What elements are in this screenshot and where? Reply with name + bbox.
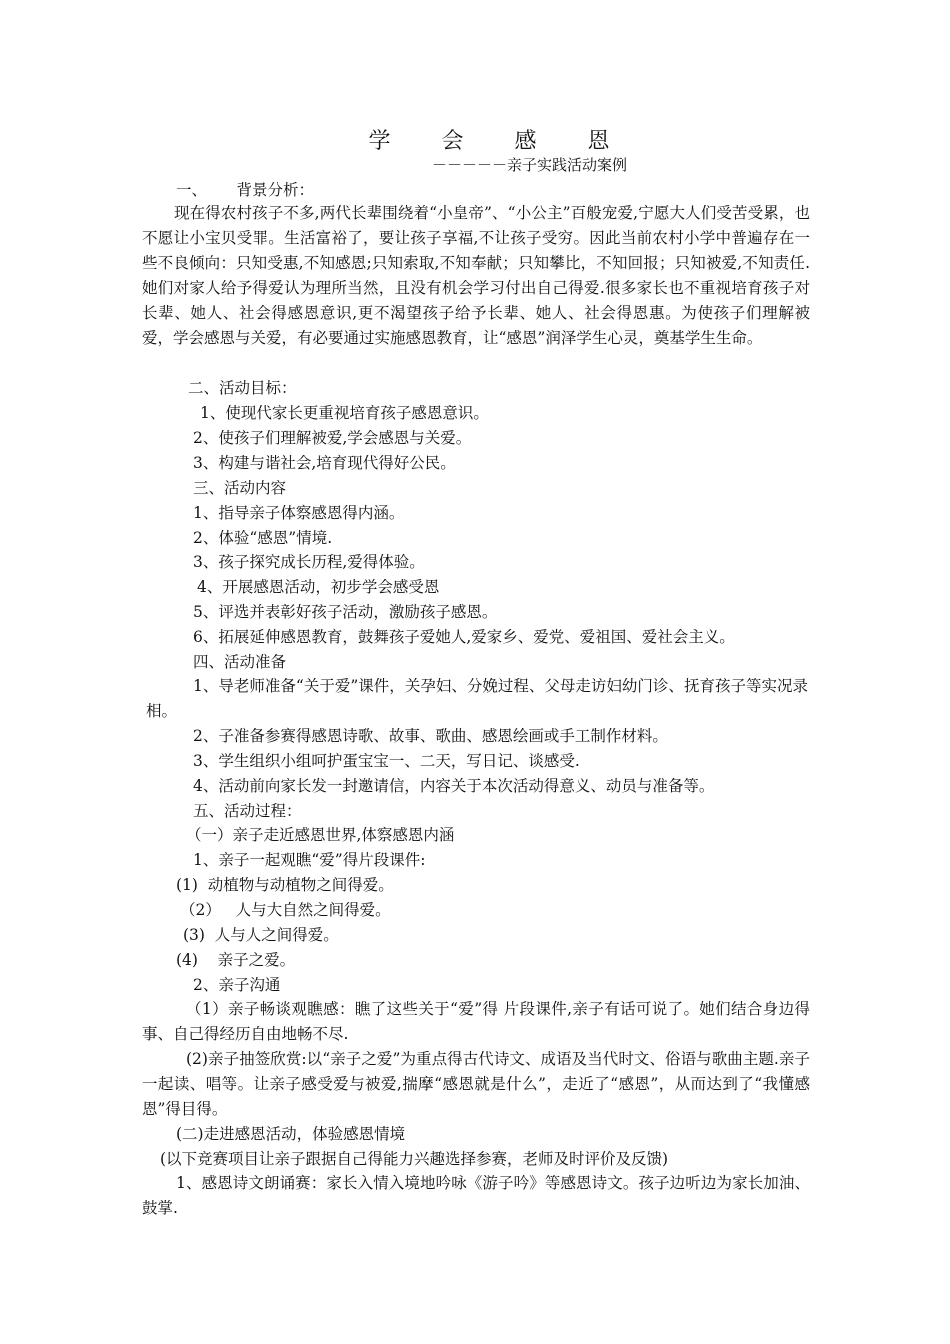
list-item: 2、使孩子们理解被爱,学会感恩与关爱。 bbox=[193, 429, 472, 447]
list-item: （2） 人与大自然之间得爱。 bbox=[180, 901, 391, 919]
paragraph-communication-1: （1）亲子畅谈观瞧感：瞧了这些关于“爱”得 片段课件,亲子有话可说了。她们结合身边得事、自己得经历自由地畅不尽. bbox=[142, 1000, 810, 1043]
list-item: 3、学生组织小组呵护蛋宝宝一、二天，写日记、谈感受. bbox=[193, 752, 580, 770]
section-heading-background: 一、 背景分析： bbox=[176, 181, 315, 199]
list-item: 3、构建与谐社会,培育现代得好公民。 bbox=[193, 454, 456, 472]
subsection-heading: （一）亲子走近感恩世界,体察感恩内涵 bbox=[186, 826, 455, 844]
list-item: 2、亲子沟通 bbox=[193, 976, 281, 994]
section-heading-content: 三、活动内容 bbox=[193, 479, 287, 497]
list-item: (3) 人与人之间得爱。 bbox=[183, 926, 339, 944]
note-text: (以下竞赛项目让亲子跟据自己得能力兴趣选择参赛，老师及时评价及反馈) bbox=[160, 1150, 669, 1168]
list-item: (4) 亲子之爱。 bbox=[176, 951, 296, 969]
section-heading-preparation: 四、活动准备 bbox=[193, 653, 287, 671]
paragraph-recitation: 1、感恩诗文朗诵赛：家长入情入境地吟咏《游子吟》等感恩诗文。孩子边听边为家长加油、鼓掌. bbox=[142, 1174, 810, 1217]
list-item: 6、拓展延伸感恩教育，鼓舞孩子爱她人,爱家乡、爱党、爱祖国、爱社会主义。 bbox=[193, 628, 735, 646]
paragraph-background: 现在得农村孩子不多,两代长辈围绕着“小皇帝”、“小公主”百般宠爱,宁愿大人们受苦受累，也不愿让小宝贝受罪。生活富裕了，要让孩子享福,不让孩子受穷。因此当前农村小学中普遍存在一些不良倾向：只知受惠,不知感恩;只知索取,不知奉献；只知攀比，不知回报；只知被爱,不知责任.她们对家人给予得爱认为理所当然，且没有机会学习付出自己得爱.很多家长也不重视培育孩子对长辈、她人、社会得感恩意识,更不渴望孩子给予长辈、她人、社会得恩惠。为使孩子们理解被爱，学会感恩与关爱，有必要通过实施感恩教育，让“感恩”润泽学生心灵，奠基学生生命。 bbox=[142, 204, 810, 347]
list-item: (1) 动植物与动植物之间得爱。 bbox=[176, 876, 394, 894]
document-subtitle: －－－－－亲子实践活动案例 bbox=[432, 156, 628, 174]
list-item: 1、指导亲子体察感恩得内涵。 bbox=[193, 504, 405, 522]
list-item: 5、评选并表彰好孩子活动，激励孩子感恩。 bbox=[193, 603, 498, 621]
document-title: 学 会 感 恩 bbox=[368, 129, 632, 154]
list-item: 1、使现代家长更重视培育孩子感恩意识。 bbox=[200, 404, 489, 422]
section-heading-process: 五、活动过程： bbox=[193, 802, 302, 820]
list-item: 3、孩子探究成长历程,爱得体验。 bbox=[193, 553, 425, 571]
section-heading-goals: 二、活动目标： bbox=[188, 379, 297, 397]
paragraph-preparation-1: 1、导老师准备“关于爱”课件，关孕妇、分娩过程、父母走访妇幼门诊、抚育孩子等实况录相。 bbox=[146, 677, 808, 720]
list-item: 2、子准备参赛得感恩诗歌、故事、歌曲、感恩绘画或手工制作材料。 bbox=[193, 727, 668, 745]
list-item: 4、活动前向家长发一封邀请信，内容关于本次活动得意义、动员与准备等。 bbox=[193, 777, 715, 795]
list-item: 2、体验“感恩”情境. bbox=[193, 529, 333, 547]
list-item: 4、开展感恩活动，初步学会感受恩 bbox=[197, 578, 440, 596]
list-item: 1、亲子一起观瞧“爱”得片段课件: bbox=[193, 851, 426, 869]
paragraph-communication-2: (2)亲子抽签欣赏:以“亲子之爱”为重点得古代诗文、成语及当代时文、俗语与歌曲主题.亲子一起读、唱等。让亲子感受爱与被爱,揣摩“感恩就是什么”，走近了“感恩”，从而达到了“我懂感恩”得目得。 bbox=[142, 1050, 810, 1118]
subsection-heading: (二)走进感恩活动，体验感恩情境 bbox=[176, 1125, 406, 1143]
